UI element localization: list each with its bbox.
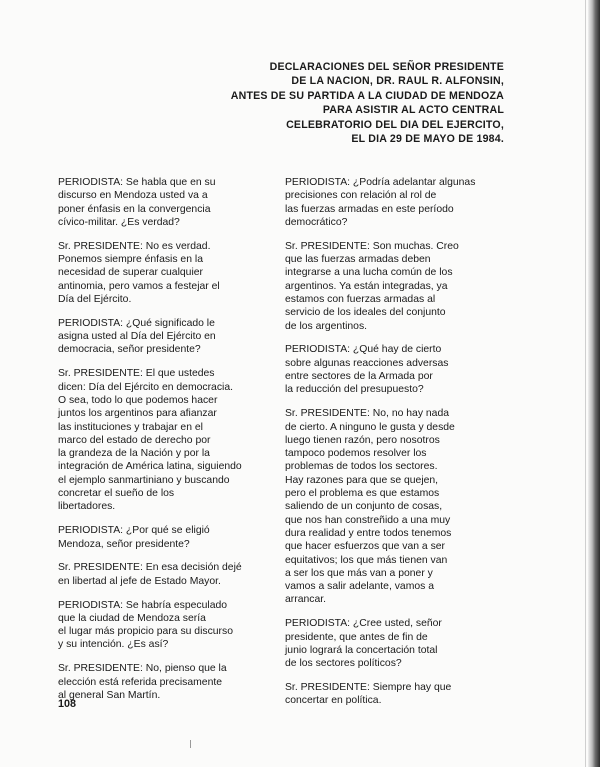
- title-line: DECLARACIONES DEL SEÑOR PRESIDENTE: [269, 61, 504, 73]
- paragraph: PERIODISTA: ¿Cree usted, señor presidente, que antes de fin de junio logrará la concertación total de los sectores políticos?: [285, 618, 442, 670]
- title-line: CELEBRATORIO DEL DIA DEL EJERCITO,: [286, 118, 504, 131]
- page-edge-line: [585, 0, 586, 767]
- title-line: EL DIA 29 DE MAYO DE 1984.: [351, 133, 504, 146]
- paragraph: PERIODISTA: ¿Por qué se eligió Mendoza, señor presidente?: [58, 525, 210, 550]
- left-column: [58, 176, 268, 713]
- paragraph: Sr. PRESIDENTE: Siempre hay que concertar en política.: [285, 682, 452, 707]
- paragraph: PERIODISTA: Se habría especulado que la ciudad de Mendoza sería el lugar más propicio para su discurso y su intención. ¿Es así?: [58, 599, 233, 651]
- paragraph: Sr. PRESIDENTE: No es verdad. Ponemos siempre énfasis en la necesidad de superar cualquier antinomia, pero vamos a festejar el Día del Ejército.: [58, 240, 220, 305]
- title-line: PARA ASISTIR AL ACTO CENTRAL: [322, 104, 504, 117]
- scan-mark: [190, 740, 191, 748]
- paragraph: PERIODISTA: ¿Qué significado le asigna usted al Día del Ejército en democracia, señor presidente?: [58, 317, 216, 356]
- page-binding-edge: [588, 0, 600, 767]
- paragraph: PERIODISTA: ¿Qué hay de cierto sobre algunas reacciones adversas entre sectores de la Armada por la reducción del presupuesto?: [285, 344, 449, 396]
- title-line: DE LA NACION, DR. RAUL R. ALFONSIN,: [291, 75, 504, 88]
- paragraph: PERIODISTA: ¿Podría adelantar algunas precisiones con relación al rol de las fuerzas armadas en este período democrático?: [285, 177, 476, 228]
- paragraph: Sr. PRESIDENTE: No, no hay nada de cierto. A ninguno le gusta y desde luego tienen razón, pero nosotros tampoco podemos resolver los problemas de todos los sectores. Hay razones para que se quejen, pero el problema es que estamos saliendo de un conjunto de cosas, que nos han constreñido a una muy dura realidad y entre todos tenemos que hacer esfuerzos que van a ser equitativos; los que más tienen van a ser los que más van a poner y vamos a salir adelante, vamos a arrancar.: [285, 408, 455, 606]
- paragraph: Sr. PRESIDENTE: Son muchas. Creo que las fuerzas armadas deben integrarse a una lucha común de los argentinos. Ya están integradas, ya estamos con fuerzas armadas al servicio de los ideales del conjunto de los argentinos.: [285, 240, 459, 332]
- paragraph: PERIODISTA: Se habla que en su discurso en Mendoza usted va a poner énfasis en la convergencia cívico-militar. ¿Es verdad?: [58, 177, 216, 228]
- right-column: [285, 176, 505, 718]
- paragraph: Sr. PRESIDENTE: No, pienso que la elección está referida precisamente al general San Martín.: [58, 663, 227, 701]
- paragraph: Sr. PRESIDENTE: En esa decisión dejé en libertad al jefe de Estado Mayor.: [58, 562, 242, 587]
- page-number: 108: [58, 698, 77, 710]
- title-line: ANTES DE SU PARTIDA A LA CIUDAD DE MENDOZA: [230, 89, 504, 102]
- document-title: [231, 60, 504, 146]
- paragraph: Sr. PRESIDENTE: El que ustedes dicen: Día del Ejército en democracia. O sea, todo lo que podemos hacer juntos los argentinos para afianzar las instituciones y trabajar en el marco del estado de derecho por la grandeza de la Nación y por la integración de América latina, siguiendo el ejemplo sanmartiniano y buscando concretar el sueño de los libertadores.: [58, 368, 242, 513]
